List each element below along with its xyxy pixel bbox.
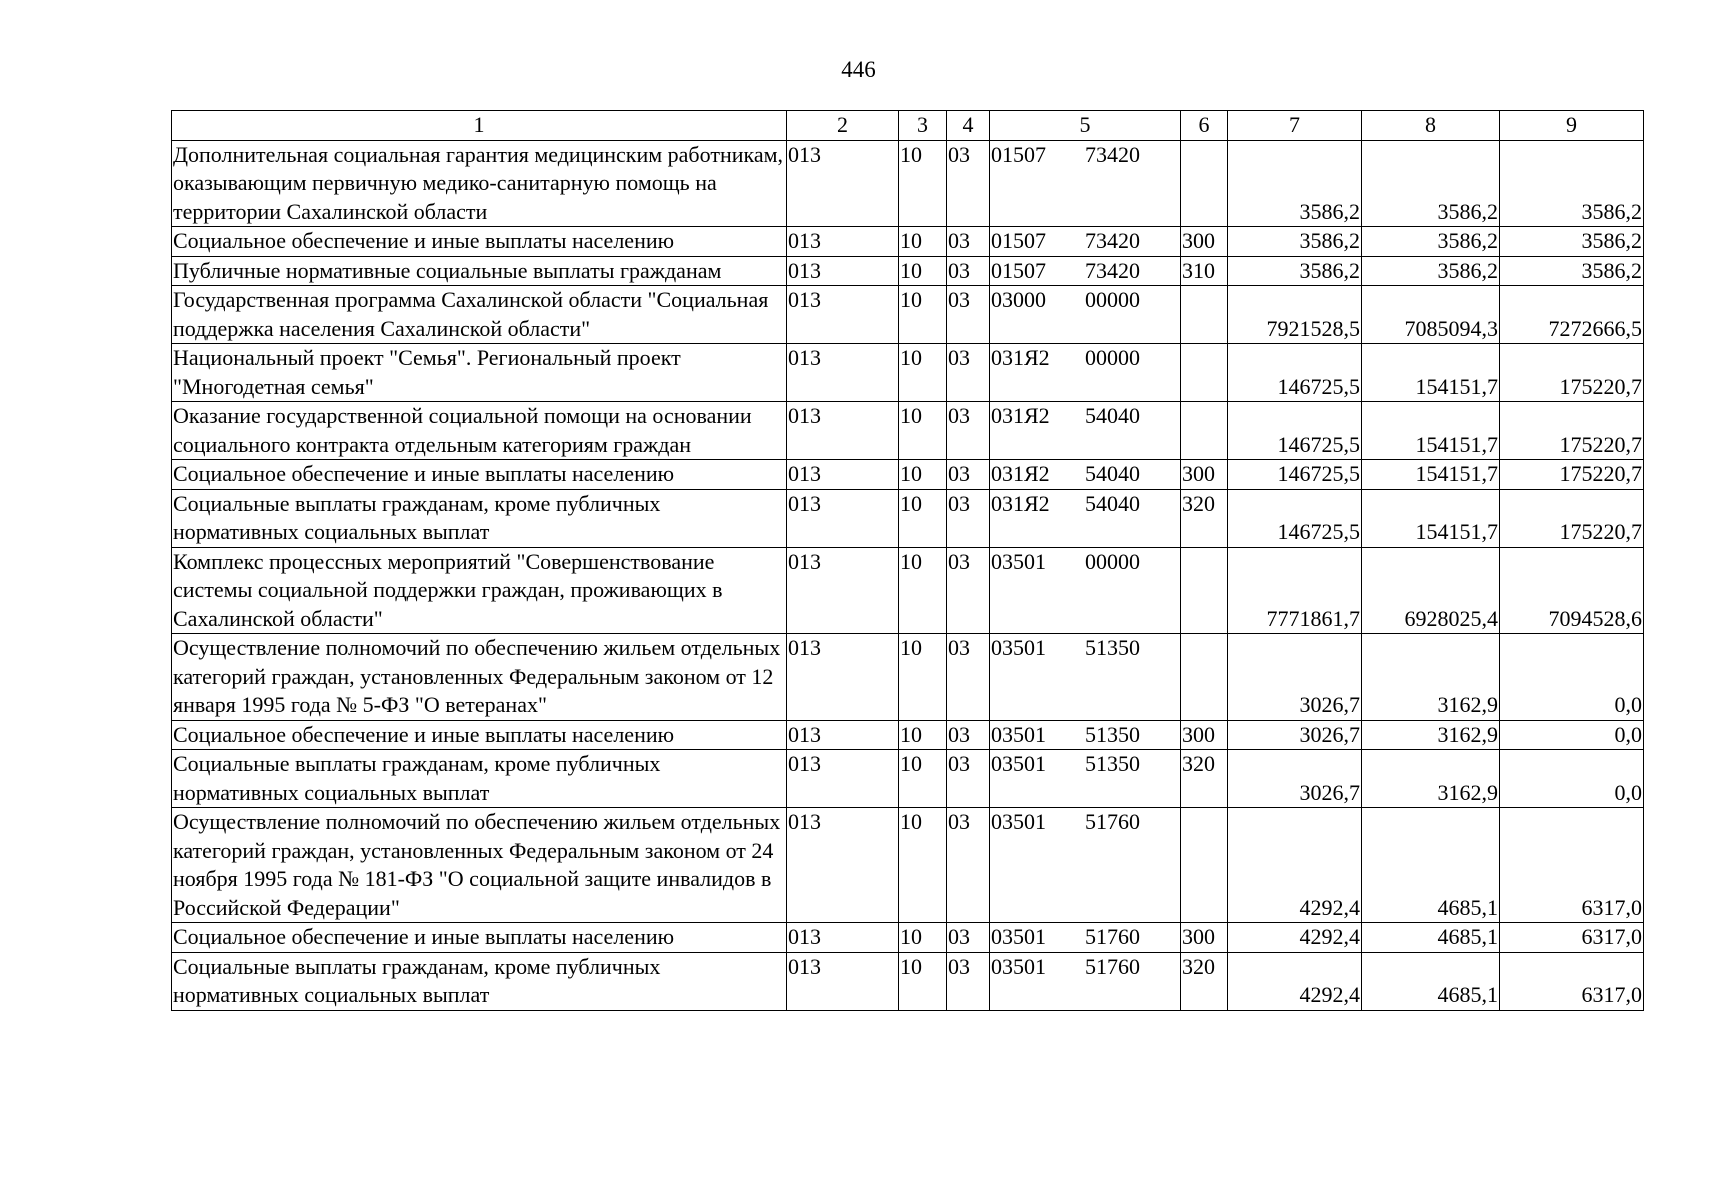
target-article-program-code: 03501	[991, 953, 1046, 979]
row-target-article-cell	[990, 256, 1181, 286]
row-subsection-cell: 03	[947, 344, 990, 402]
row-amount-col8-cell: 3586,2	[1362, 227, 1500, 257]
target-article-direction-code: 51350	[1085, 751, 1140, 776]
row-amount-col7-cell: 3586,2	[1228, 140, 1362, 227]
row-section-cell: 10	[899, 286, 947, 344]
row-expense-type-cell	[1181, 140, 1228, 227]
table-row	[172, 227, 1644, 257]
row-section-cell: 10	[899, 634, 947, 721]
table-row	[172, 547, 1644, 634]
row-expense-type-cell	[1181, 344, 1228, 402]
row-section-cell: 10	[899, 489, 947, 547]
target-article-direction-code: 51760	[1085, 809, 1140, 834]
row-section-cell: 10	[899, 547, 947, 634]
row-expense-type-cell: 300	[1181, 227, 1228, 257]
row-expense-type-cell	[1181, 286, 1228, 344]
row-admin-code-cell: 013	[787, 227, 899, 257]
row-admin-code-cell: 013	[787, 720, 899, 750]
target-article-program-code: 03501	[991, 721, 1046, 747]
target-article-direction-code: 51350	[1085, 721, 1140, 747]
row-amount-col7-cell: 146725,5	[1228, 344, 1362, 402]
row-amount-col8-cell: 154151,7	[1362, 402, 1500, 460]
row-target-article-cell	[990, 547, 1181, 634]
row-expense-type-cell: 320	[1181, 489, 1228, 547]
row-target-article-cell	[990, 460, 1181, 490]
row-name-cell: Социальное обеспечение и иные выплаты населению	[172, 460, 787, 490]
row-name-cell: Социальное обеспечение и иные выплаты населению	[172, 923, 787, 953]
target-article-direction-code: 54040	[1085, 403, 1140, 428]
row-admin-code-cell: 013	[787, 750, 899, 808]
row-amount-col9-cell: 3586,2	[1500, 227, 1644, 257]
row-name-cell: Социальные выплаты гражданам, кроме публичных нормативных социальных выплат	[172, 952, 787, 1010]
table-row	[172, 460, 1644, 490]
row-name-cell: Комплекс процессных мероприятий "Совершенствование системы социальной поддержки граждан, проживающих в Сахалинской области"	[172, 547, 787, 634]
table-row	[172, 256, 1644, 286]
row-admin-code-cell: 013	[787, 256, 899, 286]
target-article-direction-code: 51760	[1085, 953, 1140, 979]
row-target-article-cell	[990, 344, 1181, 402]
row-section-cell: 10	[899, 402, 947, 460]
target-article-direction-code: 73420	[1085, 257, 1140, 283]
row-amount-col9-cell: 6317,0	[1500, 808, 1644, 923]
target-article-program-code: 031Я2	[991, 490, 1050, 516]
row-name-cell: Осуществление полномочий по обеспечению жильем отдельных категорий граждан, установленных Федеральным законом от 24 ноября 1995 года № 181-ФЗ "О социальной защите инвалидов в Российской Федерации"	[172, 808, 787, 923]
row-name-cell: Национальный проект "Семья". Региональный проект "Многодетная семья"	[172, 344, 787, 402]
row-amount-col7-cell: 3026,7	[1228, 750, 1362, 808]
row-expense-type-cell: 320	[1181, 952, 1228, 1010]
header-cell-9: 9	[1500, 111, 1644, 141]
row-section-cell: 10	[899, 952, 947, 1010]
row-amount-col9-cell: 3586,2	[1500, 256, 1644, 286]
row-amount-col8-cell: 154151,7	[1362, 489, 1500, 547]
row-amount-col9-cell: 175220,7	[1500, 460, 1644, 490]
row-section-cell: 10	[899, 256, 947, 286]
target-article-direction-code: 73420	[1085, 141, 1140, 167]
row-admin-code-cell: 013	[787, 344, 899, 402]
target-article-program-code: 03501	[991, 924, 1046, 949]
row-amount-col9-cell: 0,0	[1500, 634, 1644, 721]
row-admin-code-cell: 013	[787, 402, 899, 460]
row-target-article-cell	[990, 286, 1181, 344]
row-amount-col7-cell: 146725,5	[1228, 489, 1362, 547]
row-name-cell: Публичные нормативные социальные выплаты гражданам	[172, 256, 787, 286]
header-cell-6: 6	[1181, 111, 1228, 141]
row-target-article-cell	[990, 489, 1181, 547]
row-expense-type-cell: 300	[1181, 460, 1228, 490]
row-section-cell: 10	[899, 720, 947, 750]
row-name-cell: Государственная программа Сахалинской области "Социальная поддержка населения Сахалинской области"	[172, 286, 787, 344]
row-section-cell: 10	[899, 140, 947, 227]
row-amount-col7-cell: 4292,4	[1228, 952, 1362, 1010]
table-row	[172, 286, 1644, 344]
table-row	[172, 720, 1644, 750]
target-article-program-code: 03501	[991, 809, 1046, 834]
target-article-program-code: 03501	[991, 548, 1046, 574]
row-section-cell: 10	[899, 808, 947, 923]
row-expense-type-cell: 310	[1181, 256, 1228, 286]
target-article-direction-code: 51350	[1085, 635, 1140, 660]
page-number: 446	[841, 57, 876, 82]
row-subsection-cell: 03	[947, 750, 990, 808]
header-cell-4: 4	[947, 111, 990, 141]
target-article-program-code: 01507	[991, 228, 1046, 253]
row-target-article-cell	[990, 750, 1181, 808]
row-amount-col8-cell: 6928025,4	[1362, 547, 1500, 634]
target-article-direction-code: 73420	[1085, 228, 1140, 253]
header-cell-8: 8	[1362, 111, 1500, 141]
row-admin-code-cell: 013	[787, 634, 899, 721]
row-name-cell: Социальное обеспечение и иные выплаты населению	[172, 227, 787, 257]
row-subsection-cell: 03	[947, 460, 990, 490]
row-name-cell: Осуществление полномочий по обеспечению жильем отдельных категорий граждан, установленных Федеральным законом от 12 января 1995 года № 5-ФЗ "О ветеранах"	[172, 634, 787, 721]
row-amount-col7-cell: 7771861,7	[1228, 547, 1362, 634]
target-article-program-code: 03501	[991, 751, 1046, 776]
row-amount-col8-cell: 4685,1	[1362, 923, 1500, 953]
row-target-article-cell	[990, 808, 1181, 923]
target-article-direction-code: 00000	[1085, 287, 1140, 312]
table-row	[172, 344, 1644, 402]
row-target-article-cell	[990, 140, 1181, 227]
row-name-cell: Социальные выплаты гражданам, кроме публичных нормативных социальных выплат	[172, 489, 787, 547]
row-subsection-cell: 03	[947, 720, 990, 750]
row-admin-code-cell: 013	[787, 923, 899, 953]
row-amount-col7-cell: 3586,2	[1228, 256, 1362, 286]
row-subsection-cell: 03	[947, 808, 990, 923]
row-target-article-cell	[990, 634, 1181, 721]
target-article-program-code: 01507	[991, 257, 1046, 283]
row-subsection-cell: 03	[947, 402, 990, 460]
row-amount-col7-cell: 4292,4	[1228, 923, 1362, 953]
row-target-article-cell	[990, 227, 1181, 257]
table-row	[172, 140, 1644, 227]
row-subsection-cell: 03	[947, 923, 990, 953]
row-subsection-cell: 03	[947, 286, 990, 344]
table-row	[172, 923, 1644, 953]
table-row	[172, 952, 1644, 1010]
row-amount-col8-cell: 3586,2	[1362, 140, 1500, 227]
row-name-cell: Социальное обеспечение и иные выплаты населению	[172, 720, 787, 750]
header-cell-5: 5	[990, 111, 1181, 141]
row-admin-code-cell: 013	[787, 952, 899, 1010]
row-admin-code-cell: 013	[787, 489, 899, 547]
row-admin-code-cell: 013	[787, 140, 899, 227]
table-row	[172, 489, 1644, 547]
row-amount-col9-cell: 7272666,5	[1500, 286, 1644, 344]
row-subsection-cell: 03	[947, 489, 990, 547]
row-amount-col7-cell: 3026,7	[1228, 720, 1362, 750]
row-amount-col9-cell: 175220,7	[1500, 344, 1644, 402]
row-amount-col8-cell: 3162,9	[1362, 634, 1500, 721]
target-article-program-code: 031Я2	[991, 461, 1050, 486]
header-cell-2: 2	[787, 111, 899, 141]
row-amount-col8-cell: 4685,1	[1362, 952, 1500, 1010]
row-expense-type-cell: 300	[1181, 923, 1228, 953]
row-subsection-cell: 03	[947, 140, 990, 227]
header-cell-1: 1	[172, 111, 787, 141]
table-row	[172, 808, 1644, 923]
row-expense-type-cell	[1181, 808, 1228, 923]
target-article-direction-code: 54040	[1085, 490, 1140, 516]
row-section-cell: 10	[899, 460, 947, 490]
row-amount-col7-cell: 146725,5	[1228, 460, 1362, 490]
row-section-cell: 10	[899, 344, 947, 402]
row-admin-code-cell: 013	[787, 547, 899, 634]
row-name-cell: Оказание государственной социальной помощи на основании социального контракта отдельным категориям граждан	[172, 402, 787, 460]
row-name-cell: Социальные выплаты гражданам, кроме публичных нормативных социальных выплат	[172, 750, 787, 808]
budget-table	[171, 110, 1644, 1011]
header-cell-3: 3	[899, 111, 947, 141]
row-amount-col7-cell: 3026,7	[1228, 634, 1362, 721]
target-article-program-code: 03501	[991, 635, 1046, 660]
target-article-program-code: 031Я2	[991, 345, 1050, 370]
table-row	[172, 402, 1644, 460]
row-amount-col8-cell: 7085094,3	[1362, 286, 1500, 344]
target-article-direction-code: 00000	[1085, 548, 1140, 574]
row-expense-type-cell	[1181, 634, 1228, 721]
row-amount-col9-cell: 6317,0	[1500, 952, 1644, 1010]
row-amount-col7-cell: 3586,2	[1228, 227, 1362, 257]
target-article-program-code: 031Я2	[991, 403, 1050, 428]
row-expense-type-cell: 300	[1181, 720, 1228, 750]
row-amount-col9-cell: 7094528,6	[1500, 547, 1644, 634]
row-amount-col8-cell: 154151,7	[1362, 460, 1500, 490]
row-target-article-cell	[990, 923, 1181, 953]
row-amount-col9-cell: 175220,7	[1500, 489, 1644, 547]
row-section-cell: 10	[899, 750, 947, 808]
row-expense-type-cell	[1181, 547, 1228, 634]
row-amount-col8-cell: 154151,7	[1362, 344, 1500, 402]
row-target-article-cell	[990, 720, 1181, 750]
row-name-cell: Дополнительная социальная гарантия медицинским работникам, оказывающим первичную медико-санитарную помощь на территории Сахалинской области	[172, 140, 787, 227]
row-amount-col8-cell: 3162,9	[1362, 750, 1500, 808]
table-row	[172, 750, 1644, 808]
row-amount-col8-cell: 4685,1	[1362, 808, 1500, 923]
row-expense-type-cell: 320	[1181, 750, 1228, 808]
row-amount-col7-cell: 7921528,5	[1228, 286, 1362, 344]
table-header-row	[172, 111, 1644, 141]
target-article-direction-code: 54040	[1085, 461, 1140, 486]
row-expense-type-cell	[1181, 402, 1228, 460]
row-amount-col8-cell: 3586,2	[1362, 256, 1500, 286]
row-subsection-cell: 03	[947, 227, 990, 257]
row-section-cell: 10	[899, 227, 947, 257]
row-admin-code-cell: 013	[787, 286, 899, 344]
row-subsection-cell: 03	[947, 256, 990, 286]
target-article-direction-code: 51760	[1085, 924, 1140, 949]
row-amount-col7-cell: 4292,4	[1228, 808, 1362, 923]
row-admin-code-cell: 013	[787, 808, 899, 923]
row-subsection-cell: 03	[947, 634, 990, 721]
row-amount-col8-cell: 3162,9	[1362, 720, 1500, 750]
table-row	[172, 634, 1644, 721]
row-admin-code-cell: 013	[787, 460, 899, 490]
row-subsection-cell: 03	[947, 547, 990, 634]
row-subsection-cell: 03	[947, 952, 990, 1010]
row-amount-col7-cell: 146725,5	[1228, 402, 1362, 460]
target-article-program-code: 01507	[991, 141, 1046, 167]
target-article-program-code: 03000	[991, 287, 1046, 312]
row-amount-col9-cell: 0,0	[1500, 720, 1644, 750]
row-amount-col9-cell: 6317,0	[1500, 923, 1644, 953]
row-amount-col9-cell: 3586,2	[1500, 140, 1644, 227]
target-article-direction-code: 00000	[1085, 345, 1140, 370]
row-amount-col9-cell: 175220,7	[1500, 402, 1644, 460]
row-target-article-cell	[990, 952, 1181, 1010]
header-cell-7: 7	[1228, 111, 1362, 141]
row-amount-col9-cell: 0,0	[1500, 750, 1644, 808]
row-section-cell: 10	[899, 923, 947, 953]
row-target-article-cell	[990, 402, 1181, 460]
